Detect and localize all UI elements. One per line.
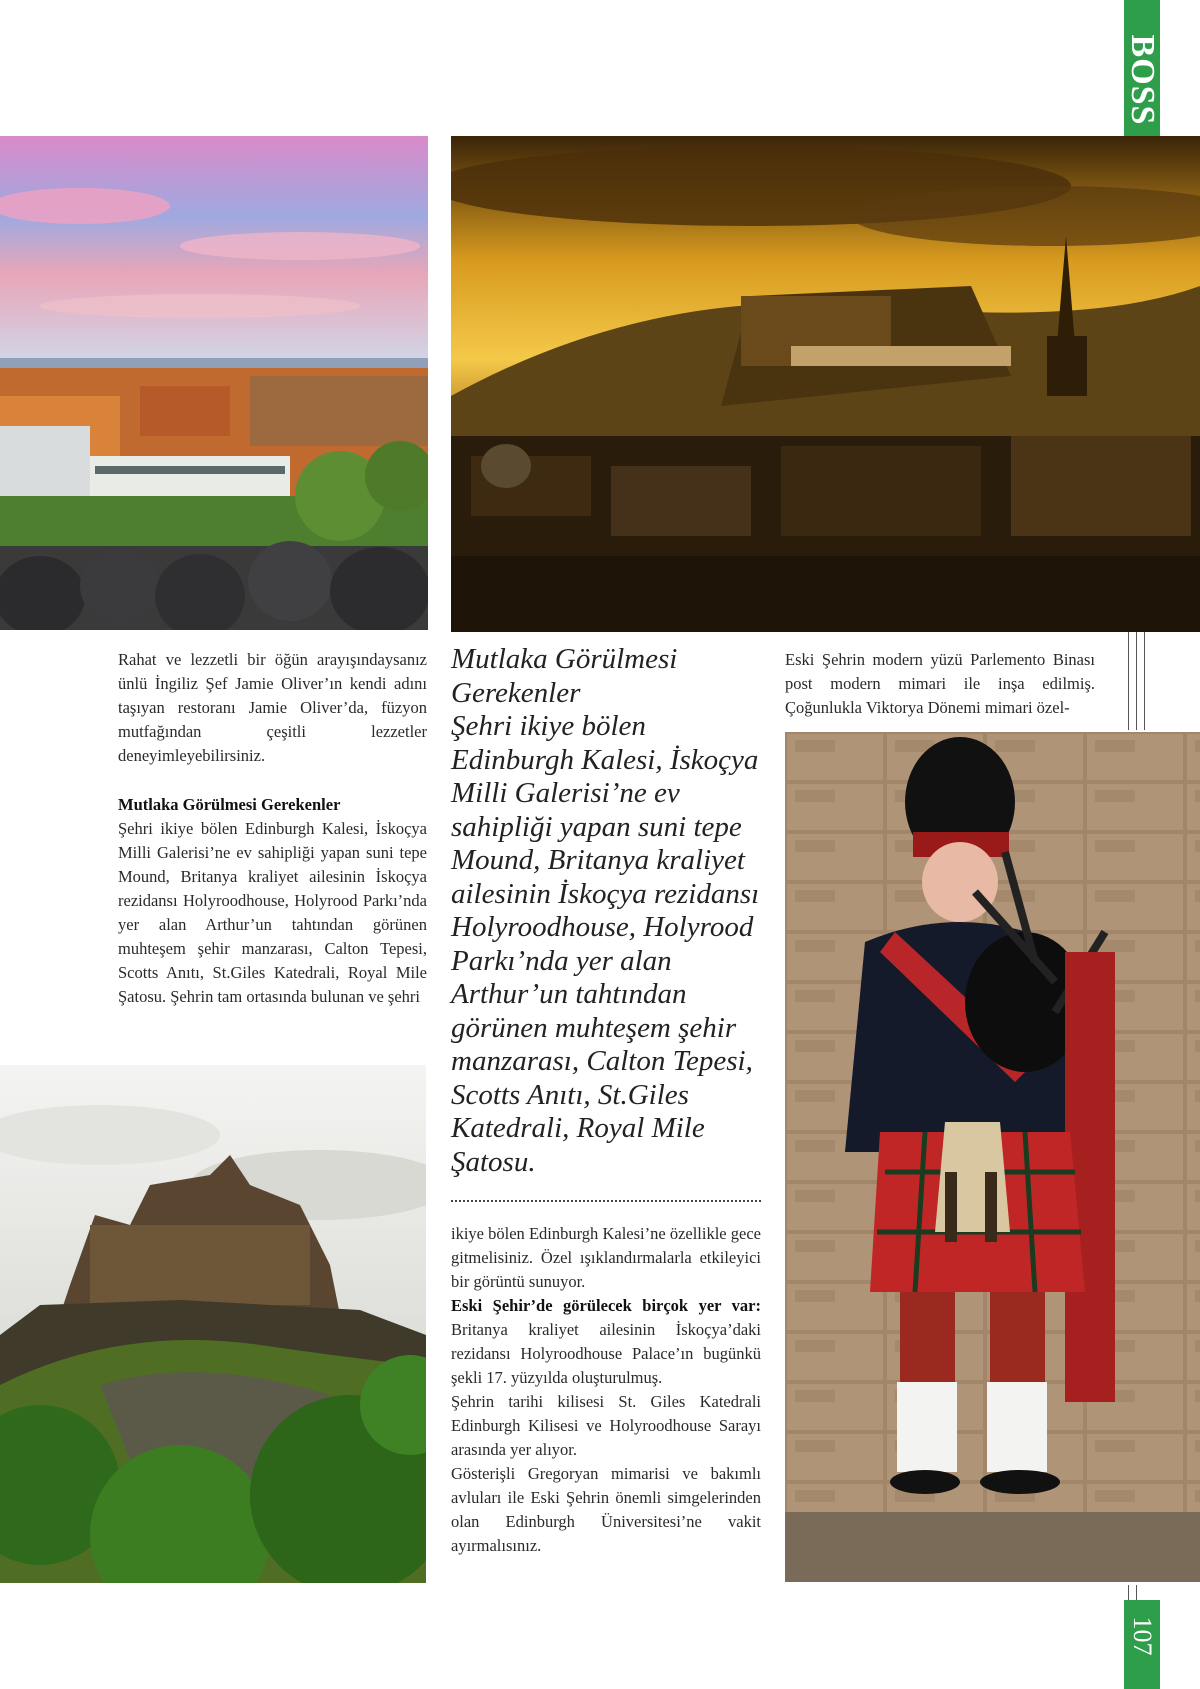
body-paragraph: Eski Şehrin modern yüzü Parlemento Binası post modern mimari ile inşa edilmiş. Çoğunlukla Viktorya Dönemi mimari özel- (785, 650, 1095, 717)
pull-quote-text: Şehri ikiye bölen Edinburgh Kalesi, İskoçya Milli Galerisi’ne ev sahipliği yapan suni tepe Mound, Britanya kraliyet ailesinin İskoçya rezidansı Holyroodhouse, Holyrood Parkı’nda yer alan Arthur’un tahtından görünen muhteşem şehir manzarası, Calton Tepesi, Scotts Anıtı, St.Giles Katedrali, Royal Mile Şatosu. (451, 710, 760, 1178)
right-article-column (785, 648, 1095, 720)
body-paragraph: Şehrin tarihi kilisesi St. Giles Katedrali Edinburgh Kilisesi ve Holyroodhouse Sarayı arasında yer alıyor. (451, 1392, 761, 1459)
dotted-divider (451, 1200, 761, 1202)
bagpiper-photo (785, 732, 1200, 1582)
body-paragraph: ikiye bölen Edinburgh Kalesi’ne özellikle gece gitmelisiniz. Özel ışıklandırmalarla etkileyici bir görüntü sunuyor. (451, 1224, 761, 1291)
section-subheading: Mutlaka Görülmesi Gerekenler (118, 795, 341, 814)
middle-article-column (451, 1222, 761, 1558)
pull-quote-heading: Mutlaka Görülmesi Gerekenler (451, 643, 678, 709)
city-skyline-photo (0, 136, 428, 630)
page-number: 107 (1128, 1616, 1157, 1656)
left-article-column (118, 648, 427, 1009)
inline-subheading: Eski Şehir’de görülecek birçok yer var: (451, 1296, 761, 1315)
intro-paragraph: Rahat ve lezzetli bir öğün arayışındaysanız ünlü İngiliz Şef Jamie Oliver’ın kendi adını taşıyan restoranı Jamie Oliver’da, füzyon mutfağından çeşitli lezzetler deneyimleyebilirsiniz. (118, 650, 427, 765)
paragraph-text: Britanya kraliyet ailesinin İskoçya’daki rezidansı Holyroodhouse Palace’ın bugünkü şekli 17. yüzyılda oluşturulmuş. (451, 1320, 761, 1387)
pull-quote (451, 643, 771, 1179)
castle-sunset-photo (451, 136, 1200, 632)
castle-rock-photo (0, 1065, 426, 1583)
brand-logo: BOSS (1124, 34, 1161, 126)
body-paragraph: Gösterişli Gregoryan mimarisi ve bakımlı avluları ile Eski Şehrin önemli simgelerinden olan Edinburgh Üniversitesi’ne vakit ayırmalısınız. (451, 1464, 761, 1555)
page-number-tab (1124, 1600, 1160, 1689)
body-paragraph: Şehri ikiye bölen Edinburgh Kalesi, İskoçya Milli Galerisi’ne ev sahipliği yapan suni tepe Mound, Britanya kraliyet ailesinin İskoçya rezidansı Holyroodhouse, Holyrood Parkı’nda yer alan Arthur’un tahtından görünen muhteşem şehir manzarası, Calton Tepesi, Scotts Anıtı, St.Giles Katedrali, Royal Mile Şatosu. Şehrin tam ortasında bulunan ve şehri (118, 819, 427, 1006)
body-paragraph (451, 1294, 761, 1390)
